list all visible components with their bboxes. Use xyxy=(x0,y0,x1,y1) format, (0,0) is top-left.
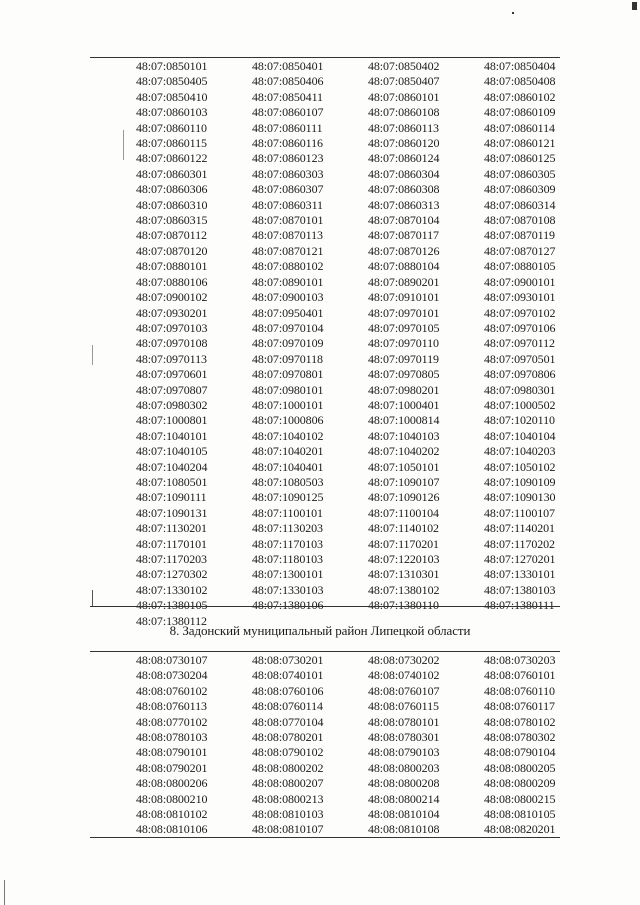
cadastral-number-cell: 48:07:0860311 xyxy=(252,197,323,212)
cadastral-number-cell: 48:07:0900101 xyxy=(484,274,556,289)
cadastral-number-cell: 48:07:0970501 xyxy=(484,351,556,366)
cadastral-number-cell: 48:07:0970112 xyxy=(484,336,555,351)
cadastral-number-cell: 48:08:0760101 xyxy=(484,668,556,683)
cadastral-number-cell: 48:07:0860308 xyxy=(368,182,440,197)
cadastral-number-cell: 48:07:0860121 xyxy=(484,136,556,151)
cadastral-number-cell: 48:07:0850405 xyxy=(136,74,208,89)
cadastral-number-cell: 48:07:0850101 xyxy=(136,59,208,73)
cadastral-number-cell: 48:07:0970102 xyxy=(484,305,556,320)
cadastral-number-cell: 48:07:1090131 xyxy=(136,505,208,520)
cadastral-number-cell: 48:07:1130201 xyxy=(136,521,207,536)
cadastral-number-cell: 48:07:0970104 xyxy=(252,320,324,335)
cadastral-number-cell: 48:07:1020110 xyxy=(484,413,555,428)
cadastral-number-cell: 48:07:0860108 xyxy=(368,105,440,120)
table1-top-rule xyxy=(90,57,560,58)
cadastral-number-cell: 48:08:0790201 xyxy=(136,760,208,775)
cadastral-number-cell: 48:07:1090107 xyxy=(368,474,440,489)
cadastral-number-cell: 48:07:0860310 xyxy=(136,197,208,212)
cadastral-number-cell: 48:08:0760107 xyxy=(368,683,440,698)
cadastral-number-cell: 48:07:1330101 xyxy=(484,567,556,582)
table2-bottom-rule xyxy=(90,837,560,838)
cadastral-number-cell: 48:08:0790103 xyxy=(368,745,440,760)
cadastral-number-cell: 48:07:1040103 xyxy=(368,428,440,443)
cadastral-number-cell: 48:07:0860124 xyxy=(368,151,440,166)
cadastral-number-cell: 48:07:1080501 xyxy=(136,474,208,489)
cadastral-number-cell: 48:08:0760115 xyxy=(368,699,439,714)
cadastral-number-cell: 48:07:0970101 xyxy=(368,305,440,320)
cadastral-number-cell: 48:07:1000814 xyxy=(368,413,440,428)
cadastral-number-cell: 48:07:0860111 xyxy=(252,120,323,135)
cadastral-number-cell: 48:07:0860305 xyxy=(484,166,556,181)
cadastral-number-cell: 48:07:0970105 xyxy=(368,320,440,335)
table-row xyxy=(90,90,560,105)
table-row xyxy=(90,121,560,136)
cadastral-number-cell: 48:08:0800214 xyxy=(368,791,440,806)
cadastral-number-cell: 48:08:0730203 xyxy=(484,653,556,667)
cadastral-number-cell: 48:07:1090126 xyxy=(368,490,440,505)
table-row xyxy=(90,807,560,822)
cadastral-number-cell: 48:07:0970806 xyxy=(484,367,556,382)
cadastral-number-cell: 48:08:0800202 xyxy=(252,760,324,775)
cadastral-number-cell: 48:08:0810107 xyxy=(252,822,324,837)
cadastral-number-cell: 48:07:0850404 xyxy=(484,59,556,73)
table-row xyxy=(90,290,560,305)
cadastral-number-cell: 48:07:0860116 xyxy=(252,136,323,151)
cadastral-number-cell: 48:07:0860307 xyxy=(252,182,324,197)
cadastral-number-cell: 48:07:0900102 xyxy=(136,290,208,305)
table-row xyxy=(90,761,560,776)
cadastral-number-cell: 48:07:1330102 xyxy=(136,582,208,597)
cadastral-number-cell: 48:07:0930101 xyxy=(484,290,556,305)
table-row xyxy=(90,506,560,521)
cadastral-number-cell: 48:07:0870127 xyxy=(484,243,556,258)
cadastral-table-48-08-grid xyxy=(90,653,560,838)
cadastral-number-cell: 48:07:0970103 xyxy=(136,320,208,335)
cadastral-number-cell: 48:07:1090109 xyxy=(484,474,556,489)
cadastral-number-cell: 48:07:1170202 xyxy=(484,536,555,551)
cadastral-number-cell: 48:07:0870112 xyxy=(136,228,207,243)
table-row xyxy=(90,59,560,74)
cadastral-number-cell: 48:07:1380110 xyxy=(368,598,439,613)
cadastral-number-cell: 48:07:0860101 xyxy=(368,89,440,104)
cadastral-number-cell: 48:07:1220103 xyxy=(368,552,440,566)
cadastral-number-cell: 48:08:0800205 xyxy=(484,760,556,775)
cadastral-number-cell: 48:07:1380102 xyxy=(368,582,440,597)
cadastral-number-cell: 48:08:0740101 xyxy=(252,668,324,683)
cadastral-number-cell: 48:08:0820201 xyxy=(484,822,556,837)
cadastral-number-cell: 48:07:1040101 xyxy=(136,428,208,443)
cadastral-number-cell: 48:07:1040104 xyxy=(484,428,556,443)
table-row xyxy=(90,275,560,290)
cadastral-number-cell: 48:08:0730202 xyxy=(368,653,440,667)
table-row xyxy=(90,460,560,475)
cadastral-number-cell: 48:07:0890201 xyxy=(368,274,440,289)
cadastral-number-cell: 48:07:1380106 xyxy=(252,598,324,613)
cadastral-number-cell: 48:08:0800207 xyxy=(252,776,324,791)
cadastral-number-cell: 48:07:1000401 xyxy=(368,397,440,412)
cadastral-number-cell: 48:08:0770102 xyxy=(136,714,208,729)
cadastral-number-cell: 48:07:0870113 xyxy=(252,228,323,243)
cadastral-number-cell: 48:07:0970807 xyxy=(136,382,208,397)
cadastral-number-cell: 48:07:0860301 xyxy=(136,166,208,181)
table-row xyxy=(90,213,560,228)
cadastral-number-cell: 48:07:0860309 xyxy=(484,182,556,197)
cadastral-number-cell: 48:07:0860313 xyxy=(368,197,440,212)
cadastral-number-cell: 48:07:0870101 xyxy=(252,213,324,228)
table-row xyxy=(90,567,560,582)
table-row xyxy=(90,552,560,567)
cadastral-number-cell: 48:07:1040202 xyxy=(368,444,440,459)
cadastral-number-cell: 48:07:0860110 xyxy=(136,120,207,135)
cadastral-number-cell: 48:07:0860123 xyxy=(252,151,324,166)
cadastral-number-cell: 48:07:0860125 xyxy=(484,151,556,166)
cadastral-number-cell: 48:07:1380112 xyxy=(136,613,207,628)
cadastral-number-cell: 48:08:0800213 xyxy=(252,791,324,806)
cadastral-number-cell: 48:07:1180103 xyxy=(252,552,323,566)
cadastral-number-cell: 48:08:0800208 xyxy=(368,776,440,791)
cadastral-number-cell: 48:07:1000101 xyxy=(252,397,324,412)
table-row xyxy=(90,429,560,444)
cadastral-number-cell: 48:07:0860109 xyxy=(484,105,556,120)
cadastral-number-cell: 48:07:0860122 xyxy=(136,151,208,166)
cadastral-number-cell: 48:07:1100104 xyxy=(368,505,439,520)
table-row xyxy=(90,198,560,213)
cadastral-number-cell: 48:07:1380103 xyxy=(484,582,556,597)
cadastral-number-cell: 48:08:0810103 xyxy=(252,807,324,822)
cadastral-number-cell: 48:07:0870120 xyxy=(136,243,208,258)
cadastral-number-cell: 48:08:0730107 xyxy=(136,653,208,667)
cadastral-number-cell: 48:08:0810105 xyxy=(484,807,556,822)
cadastral-number-cell: 48:07:1140201 xyxy=(484,521,555,536)
cadastral-number-cell: 48:07:0860303 xyxy=(252,166,324,181)
cadastral-number-cell: 48:07:0900103 xyxy=(252,290,324,305)
cadastral-number-cell: 48:07:0930201 xyxy=(136,305,208,320)
cadastral-number-cell: 48:08:0800203 xyxy=(368,760,440,775)
cadastral-number-cell: 48:08:0780302 xyxy=(484,730,556,745)
cadastral-number-cell: 48:07:0970805 xyxy=(368,367,440,382)
cadastral-number-cell: 48:08:0810106 xyxy=(136,822,208,837)
cadastral-number-cell: 48:08:0760117 xyxy=(484,699,555,714)
cadastral-number-cell: 48:07:0970113 xyxy=(136,351,207,366)
cadastral-number-cell: 48:07:0970109 xyxy=(252,336,324,351)
cadastral-number-cell: 48:07:1050101 xyxy=(368,459,440,474)
cadastral-number-cell: 48:07:1170203 xyxy=(136,552,207,566)
cadastral-number-cell: 48:08:0790101 xyxy=(136,745,208,760)
table-row xyxy=(90,413,560,428)
cadastral-number-cell: 48:07:1040102 xyxy=(252,428,324,443)
cadastral-number-cell: 48:07:0950401 xyxy=(252,305,324,320)
cadastral-number-cell: 48:08:0790102 xyxy=(252,745,324,760)
cadastral-number-cell: 48:08:0780301 xyxy=(368,730,440,745)
cadastral-number-cell: 48:07:0850402 xyxy=(368,59,440,73)
cadastral-number-cell: 48:07:0880106 xyxy=(136,274,208,289)
cadastral-number-cell: 48:07:1080503 xyxy=(252,474,324,489)
cadastral-table-48-07 xyxy=(90,59,560,629)
cadastral-number-cell: 48:07:0860115 xyxy=(136,136,207,151)
cadastral-number-cell: 48:08:0760106 xyxy=(252,683,324,698)
cadastral-number-cell: 48:07:0880102 xyxy=(252,259,324,274)
cadastral-number-cell: 48:07:0880104 xyxy=(368,259,440,274)
cadastral-number-cell: 48:07:0970801 xyxy=(252,367,324,382)
cadastral-number-cell: 48:07:0860102 xyxy=(484,89,556,104)
scan-mark-top-right xyxy=(632,2,637,10)
cadastral-number-cell: 48:07:0860314 xyxy=(484,197,556,212)
table-row xyxy=(90,105,560,120)
cadastral-number-cell: 48:07:1040401 xyxy=(252,459,324,474)
scan-mark-dot xyxy=(512,12,514,14)
cadastral-number-cell: 48:07:0850408 xyxy=(484,74,556,89)
cadastral-number-cell: 48:07:0860113 xyxy=(368,120,439,135)
cadastral-number-cell: 48:07:0860120 xyxy=(368,136,440,151)
cadastral-number-cell: 48:07:0970118 xyxy=(252,351,323,366)
cadastral-number-cell: 48:07:0870108 xyxy=(484,213,556,228)
table1-bottom-rule xyxy=(90,606,560,607)
table-row xyxy=(90,475,560,490)
cadastral-number-cell: 48:08:0740102 xyxy=(368,668,440,683)
cadastral-number-cell: 48:08:0760110 xyxy=(484,683,555,698)
cadastral-number-cell: 48:08:0790104 xyxy=(484,745,556,760)
cadastral-number-cell: 48:07:0980201 xyxy=(368,382,440,397)
cadastral-number-cell: 48:07:1090130 xyxy=(484,490,556,505)
cadastral-number-cell: 48:07:1170201 xyxy=(368,536,439,551)
cadastral-number-cell: 48:07:1090111 xyxy=(136,490,207,505)
cadastral-number-cell: 48:07:1040203 xyxy=(484,444,556,459)
cadastral-number-cell: 48:07:0870104 xyxy=(368,213,440,228)
cadastral-number-cell: 48:08:0780103 xyxy=(136,730,208,745)
table-row xyxy=(90,653,560,668)
cadastral-table-48-08 xyxy=(90,653,560,838)
table-row xyxy=(90,136,560,151)
cadastral-number-cell: 48:07:0860114 xyxy=(484,120,555,135)
cadastral-number-cell: 48:07:0890101 xyxy=(252,274,324,289)
table-row xyxy=(90,684,560,699)
table-row xyxy=(90,259,560,274)
table-row xyxy=(90,182,560,197)
table-row xyxy=(90,228,560,243)
cadastral-number-cell: 48:07:1000502 xyxy=(484,397,556,412)
cadastral-number-cell: 48:07:1100101 xyxy=(252,505,323,520)
cadastral-number-cell: 48:07:1170103 xyxy=(252,536,323,551)
table-row xyxy=(90,244,560,259)
cadastral-number-cell: 48:07:0980301 xyxy=(484,382,556,397)
table-row xyxy=(90,537,560,552)
cadastral-number-cell: 48:08:0760113 xyxy=(136,699,207,714)
cadastral-number-cell: 48:08:0760102 xyxy=(136,683,208,698)
cadastral-table-48-07-grid xyxy=(90,59,560,629)
table-row xyxy=(90,367,560,382)
cadastral-number-cell: 48:07:0860107 xyxy=(252,105,324,120)
cadastral-number-cell: 48:08:0810102 xyxy=(136,807,208,822)
cadastral-number-cell: 48:08:0800209 xyxy=(484,776,556,791)
table-row xyxy=(90,730,560,745)
cadastral-number-cell: 48:07:1130203 xyxy=(252,521,323,536)
cadastral-number-cell: 48:07:1270302 xyxy=(136,567,208,582)
table-row xyxy=(90,776,560,791)
cadastral-number-cell: 48:07:1380111 xyxy=(484,598,555,613)
cadastral-number-cell: 48:08:0730201 xyxy=(252,653,324,667)
cadastral-number-cell: 48:07:1040201 xyxy=(252,444,324,459)
cadastral-number-cell: 48:07:0870119 xyxy=(484,228,555,243)
cadastral-number-cell: 48:07:0860304 xyxy=(368,166,440,181)
table-row xyxy=(90,352,560,367)
cadastral-number-cell: 48:07:1040105 xyxy=(136,444,208,459)
cadastral-number-cell: 48:08:0810104 xyxy=(368,807,440,822)
cadastral-number-cell: 48:07:0980302 xyxy=(136,397,208,412)
table-row xyxy=(90,151,560,166)
cadastral-number-cell: 48:07:0870117 xyxy=(368,228,439,243)
cadastral-number-cell: 48:07:1170101 xyxy=(136,536,207,551)
cadastral-number-cell: 48:07:1100107 xyxy=(484,505,555,520)
section-heading: 8. Задонский муниципальный район Липецкой области xyxy=(169,623,471,638)
cadastral-number-cell: 48:07:0870126 xyxy=(368,243,440,258)
cadastral-number-cell: 48:07:1330103 xyxy=(252,582,324,597)
cadastral-number-cell: 48:07:0970119 xyxy=(368,351,439,366)
cadastral-number-cell: 48:07:1300101 xyxy=(252,567,324,582)
cadastral-number-cell: 48:08:0800210 xyxy=(136,791,208,806)
table2-top-rule xyxy=(90,651,560,652)
cadastral-number-cell: 48:08:0780101 xyxy=(368,714,440,729)
cadastral-number-cell: 48:07:1380105 xyxy=(136,598,208,613)
cadastral-number-cell: 48:07:1090125 xyxy=(252,490,324,505)
cadastral-number-cell: 48:07:0980101 xyxy=(252,382,324,397)
cadastral-number-cell: 48:07:0970106 xyxy=(484,320,556,335)
table-row xyxy=(90,668,560,683)
cadastral-number-cell: 48:07:0970601 xyxy=(136,367,208,382)
table-row xyxy=(90,792,560,807)
cadastral-number-cell: 48:07:1140102 xyxy=(368,521,439,536)
cadastral-number-cell: 48:08:0800215 xyxy=(484,791,556,806)
table-row xyxy=(90,336,560,351)
table-row xyxy=(90,321,560,336)
cadastral-number-cell: 48:07:1310301 xyxy=(368,567,440,582)
scan-margin-line xyxy=(4,880,5,905)
cadastral-number-cell: 48:07:0970108 xyxy=(136,336,208,351)
table-row xyxy=(90,383,560,398)
table-row xyxy=(90,306,560,321)
cadastral-number-cell: 48:07:0970110 xyxy=(368,336,439,351)
table-row xyxy=(90,822,560,837)
cadastral-number-cell: 48:07:1000801 xyxy=(136,413,208,428)
cadastral-number-cell: 48:08:0780102 xyxy=(484,714,556,729)
cadastral-number-cell: 48:07:0880105 xyxy=(484,259,556,274)
table-row xyxy=(90,745,560,760)
cadastral-number-cell: 48:07:0860306 xyxy=(136,182,208,197)
cadastral-number-cell: 48:07:0880101 xyxy=(136,259,208,274)
table-row xyxy=(90,398,560,413)
table-row xyxy=(90,74,560,89)
cadastral-number-cell: 48:07:0910101 xyxy=(368,290,440,305)
cadastral-number-cell: 48:07:1050102 xyxy=(484,459,556,474)
cadastral-number-cell: 48:07:0870121 xyxy=(252,243,324,258)
cadastral-number-cell: 48:07:0850406 xyxy=(252,74,324,89)
table-row xyxy=(90,444,560,459)
table-row xyxy=(90,699,560,714)
table-row xyxy=(90,521,560,536)
cadastral-number-cell: 48:07:1040204 xyxy=(136,459,208,474)
cadastral-number-cell: 48:07:0850410 xyxy=(136,89,208,104)
table-row xyxy=(90,583,560,598)
table-row xyxy=(90,715,560,730)
cadastral-number-cell: 48:08:0800206 xyxy=(136,776,208,791)
cadastral-number-cell: 48:08:0730204 xyxy=(136,668,208,683)
cadastral-number-cell: 48:08:0760114 xyxy=(252,699,323,714)
cadastral-number-cell: 48:07:0860315 xyxy=(136,213,208,228)
cadastral-number-cell: 48:07:0860103 xyxy=(136,105,208,120)
table-row xyxy=(90,490,560,505)
cadastral-number-cell: 48:07:0850401 xyxy=(252,59,324,73)
cadastral-number-cell: 48:07:0850407 xyxy=(368,74,440,89)
cadastral-number-cell: 48:08:0810108 xyxy=(368,822,440,837)
cadastral-number-cell: 48:08:0770104 xyxy=(252,714,324,729)
cadastral-number-cell: 48:07:0850411 xyxy=(252,89,323,104)
table-row xyxy=(90,167,560,182)
cadastral-number-cell: 48:08:0780201 xyxy=(252,730,324,745)
cadastral-number-cell: 48:07:1000806 xyxy=(252,413,324,428)
cadastral-number-cell: 48:07:1270201 xyxy=(484,552,556,566)
